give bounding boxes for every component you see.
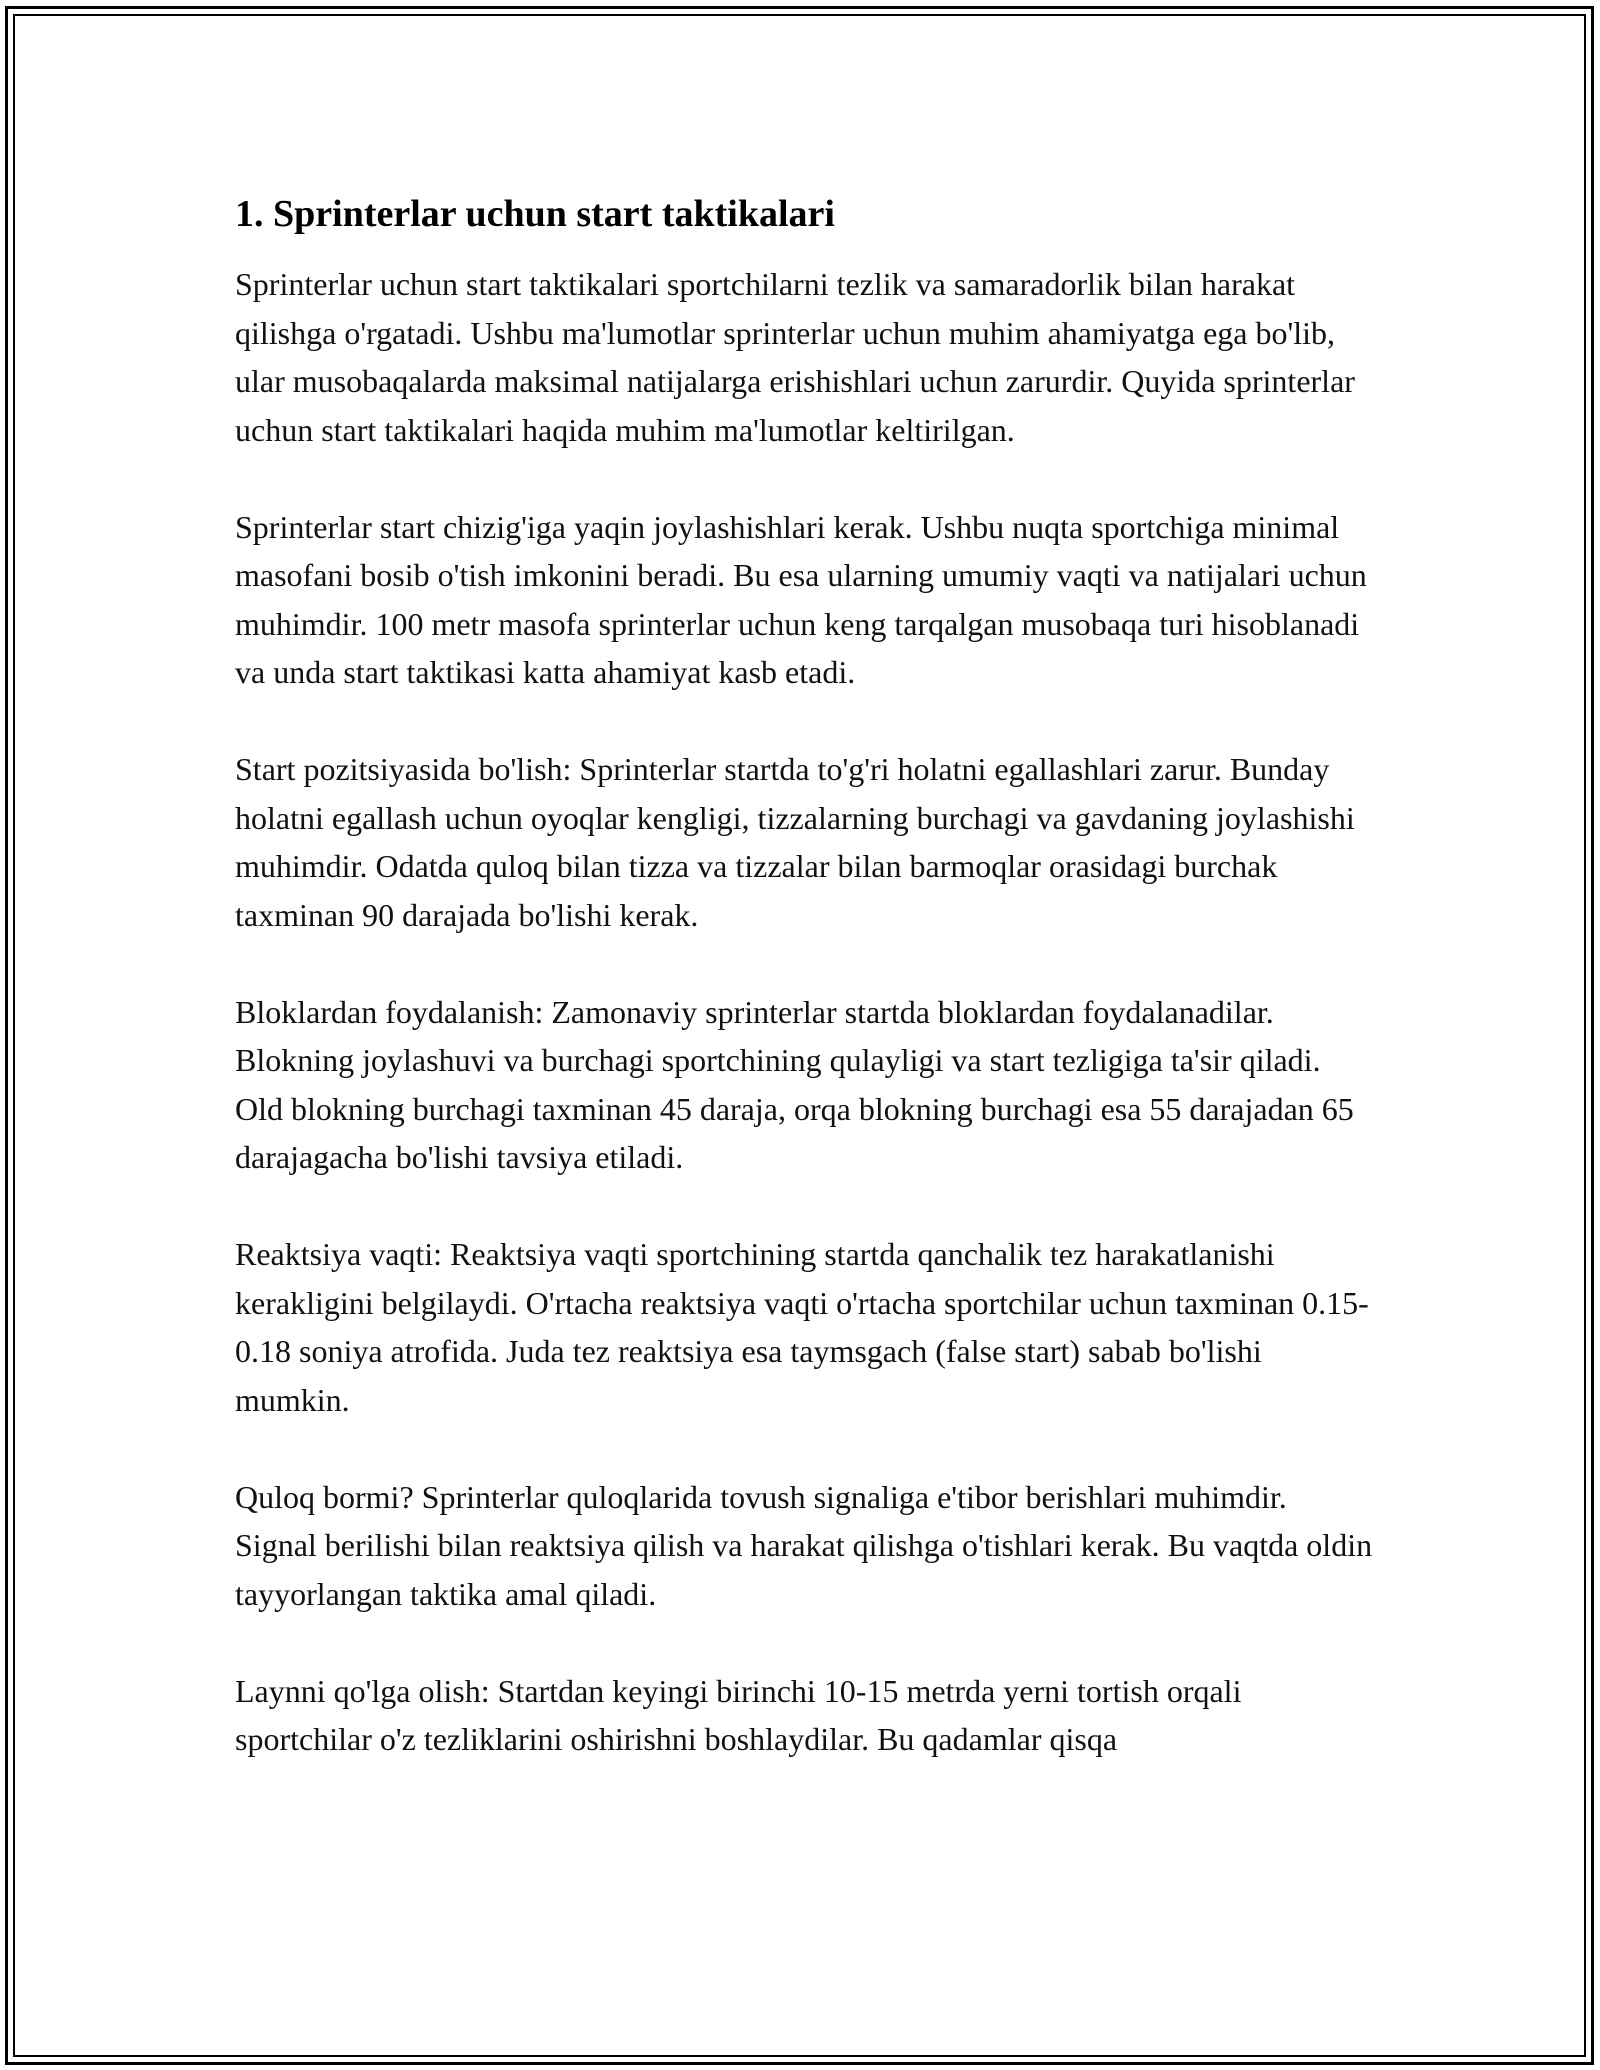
paragraph-intro: Sprinterlar uchun start taktikalari sportchilarni tezlik va samaradorlik bilan harakat qilishga o'rgatadi. Ushbu ma'lumotlar sprinterlar uchun muhim ahamiyatga ega bo'lib, ular musobaqalarda maksimal natijalarga erishishlari uchun zarurdir. Quyida sprinterlar uchun start taktikalari haqida muhim ma'lumotlar keltirilgan. — [235, 266, 1355, 448]
paragraph-start-position: Start pozitsiyasida bo'lish: Sprinterlar startda to'g'ri holatni egallashlari zarur. Bunday holatni egallash uchun oyoqlar kengligi, tizzalarning burchagi va gavdaning joylashishi muhimdir. Odatda quloq bilan tizza va tizzalar bilan barmoqlar orasidagi burchak taxminan 90 darajada bo'lishi kerak. — [235, 751, 1355, 933]
document-body — [235, 190, 1375, 1764]
paragraph-blocks: Bloklardan foydalanish: Zamonaviy sprinterlar startda bloklardan foydalanadilar. Blokning joylashuvi va burchagi sportchining qulayligi va start tezligiga ta'sir qiladi. Old blokning burchagi taxminan 45 daraja, orqa blokning burchagi esa 55 darajadan 65 darajagacha bo'lishi tavsiya etiladi. — [235, 993, 1354, 1175]
paragraph-signal: Quloq bormi? Sprinterlar quloqlarida tovush signaliga e'tibor berishlari muhimdir. Signal berilishi bilan reaktsiya qilish va harakat qilishga o'tishlari kerak. Bu vaqtda oldin tayyorlangan taktika amal qiladi. — [235, 1478, 1373, 1612]
paragraph-reaction-time: Reaktsiya vaqti: Reaktsiya vaqti sportchining startda qanchalik tez harakatlanishi kerakligini belgilaydi. O'rtacha reaktsiya vaqti o'rtacha sportchilar uchun taxminan 0.15-0.18 soniya atrofida. Juda tez reaktsiya esa taymsgach (false start) sabab bo'lishi mumkin. — [235, 1236, 1369, 1418]
paragraph-start-line: Sprinterlar start chizig'iga yaqin joylashishlari kerak. Ushbu nuqta sportchiga minimal masofani bosib o'tish imkonini beradi. Bu esa ularning umumiy vaqti va natijalari uchun muhimdir. 100 metr masofa sprinterlar uchun keng tarqalgan musobaqa turi hisoblanadi va unda start taktikasi katta ahamiyat kasb etadi. — [235, 508, 1367, 690]
section-heading: 1. Sprinterlar uchun start taktikalari — [235, 193, 835, 235]
paragraph-acceleration: Laynni qo'lga olish: Startdan keyingi birinchi 10-15 metrda yerni tortish orqali sportchilar o'z tezliklarini oshirishni boshlaydilar. Bu qadamlar qisqa — [235, 1672, 1242, 1757]
